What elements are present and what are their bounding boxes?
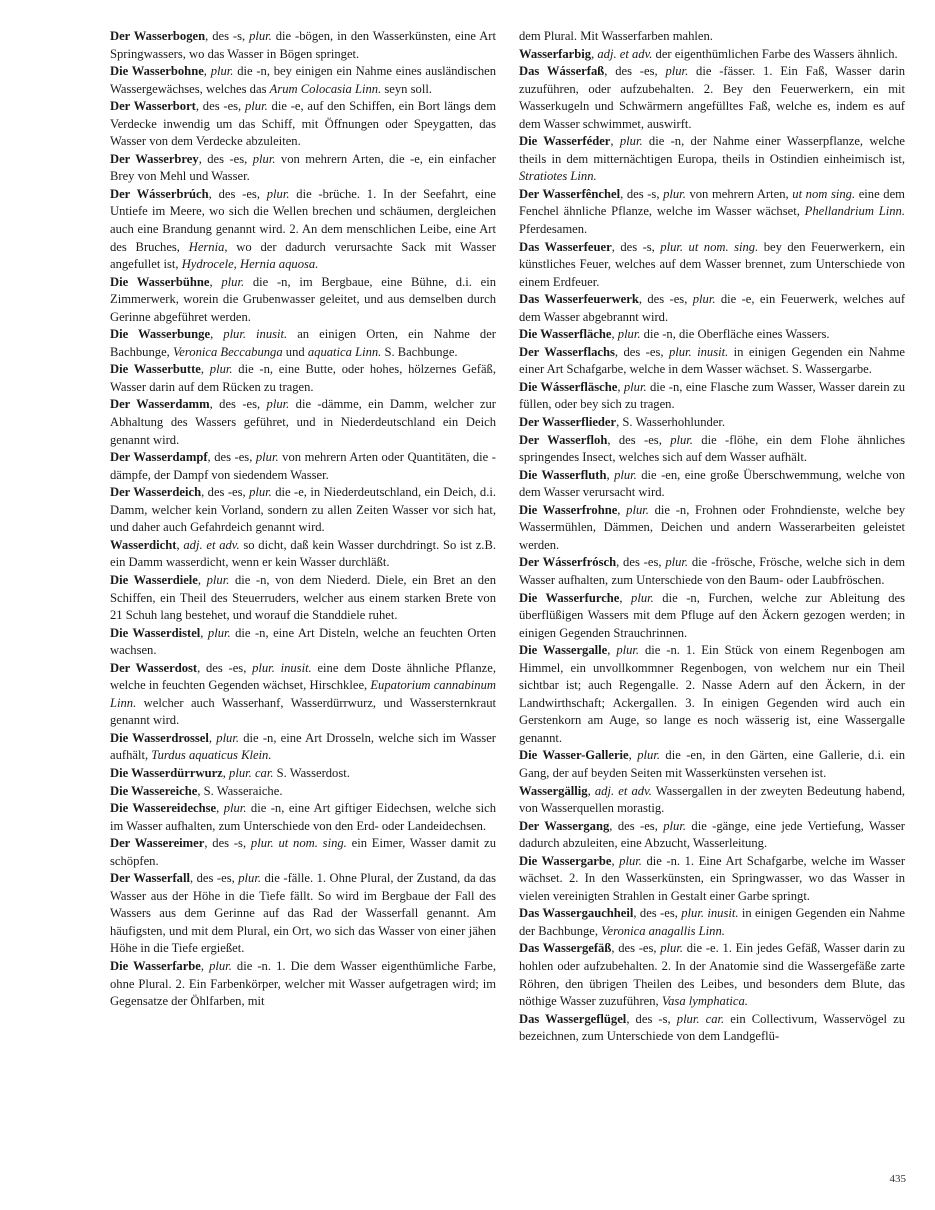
page-number: 435: [889, 1173, 906, 1185]
dictionary-entry: [110, 449, 496, 484]
italic-text: Hydrocele, Hernia aquosa.: [181, 257, 319, 272]
definition-text: an einigen Orten, ein Nahme der Bachbunge,: [110, 327, 496, 359]
definition-text: , des -es,: [611, 941, 661, 956]
dictionary-entry: [519, 554, 905, 589]
definition-text: , des -s,: [620, 186, 664, 201]
headword: Die Wasserdürrwurz: [110, 765, 223, 780]
dictionary-entry: [519, 818, 905, 853]
dictionary-entry: [519, 783, 905, 818]
definition-text: ,: [591, 46, 598, 61]
definition-text: die -bögen, in den Wasserkünsten, eine Art Springwassers, wo das Wasser in Bögen springet.: [110, 29, 496, 61]
definition-text: welcher auch Wasserhanf, Wasserdürrwurz, und Wassersternkraut genannt wird.: [110, 695, 496, 728]
definition-text: S. Bachbunge.: [381, 344, 458, 359]
definition-text: ,: [197, 572, 207, 587]
dictionary-entry: [110, 28, 496, 63]
definition-text: die -e. 1. Ein jedes Gefäß, Wasser darin zu hohlen oder aufzubehalten. 2. In der Anatomie sind die Wassergefäße zarte Röhren, den übrigen Theilen des Leibes, und besonders dem Blute, das nöthige Wasser zuzuführen,: [519, 941, 905, 1009]
definition-text: , S. Wasserhohlunder.: [616, 415, 726, 430]
definition-text: ,: [203, 64, 211, 79]
headword: Der Wasserflieder: [519, 415, 617, 430]
dictionary-entry: [519, 28, 905, 46]
headword: Der Wasserbrey: [110, 151, 199, 166]
headword: Wasserdicht: [110, 537, 177, 552]
definition-text: Pferdesamen.: [519, 222, 588, 237]
definition-text: ,: [216, 801, 224, 816]
definition-text: die -n, eine Flasche zum Wasser, Wasser darein zu füllen, oder bey sich zu tragen.: [519, 379, 905, 412]
definition-text: die -gänge, eine jede Vertiefung, Wasser dadurch abzuleiten, eine Abzucht, Wasserleitung.: [519, 818, 905, 851]
dictionary-entry: [519, 467, 905, 502]
definition-text: , des -s,: [205, 29, 250, 43]
headword: Der Wasserdampf: [110, 450, 208, 465]
dictionary-entry: [519, 940, 905, 1010]
headword: Die Wassereiche: [110, 783, 198, 798]
italic-text: plur.: [206, 572, 230, 587]
headword: Die Wasserdrossel: [110, 730, 209, 745]
dictionary-entry: [519, 326, 905, 344]
definition-text: die -n, eine Butte, oder hohes, hölzernes Gefäß, Wasser darin auf dem Rücken zu tragen.: [110, 362, 496, 394]
headword: Das Wasserfeuerwerk: [519, 292, 639, 307]
definition-text: eine dem Doste ähnliche Pflanze, welche in feuchten Gegenden wächset, Hirschklee,: [110, 660, 496, 693]
definition-text: , des -es,: [616, 555, 666, 570]
dictionary-entry: [519, 46, 905, 64]
dictionary-entry: [110, 151, 496, 186]
dictionary-entry: [110, 537, 496, 572]
dictionary-entry: [519, 590, 905, 643]
definition-text: , des -es,: [195, 99, 245, 114]
definition-text: ,: [200, 362, 210, 377]
italic-text: plur.: [223, 801, 247, 816]
dictionary-entry: [519, 186, 905, 239]
headword: Die Wassergalle: [519, 643, 608, 658]
italic-text: plur. ut nom. sing.: [250, 836, 347, 851]
italic-text: plur.: [626, 502, 649, 517]
definition-text: ein Eimer, Wasser damit zu schöpfen.: [110, 836, 496, 868]
italic-text: plur. inusit.: [223, 327, 288, 342]
italic-text: adj. et adv.: [597, 46, 653, 61]
right-column: [519, 28, 905, 1178]
italic-text: plur.: [216, 730, 240, 745]
definition-text: von mehrern Arten, die -e, ein einfacher Brey von Mehl und Wasser.: [110, 151, 496, 184]
italic-text: plur.: [619, 853, 642, 868]
headword: Die Wassereidechse: [110, 801, 217, 816]
headword: Das Wásserfaß: [519, 64, 605, 79]
italic-text: plur. ut nom. sing.: [660, 239, 759, 254]
definition-text: die -n, eine Art giftiger Eidechsen, welche sich im Wasser aufhalten, zum Unterschiede von den Erd- oder Landeidechsen.: [110, 801, 496, 833]
italic-text: plur.: [623, 379, 647, 394]
definition-text: , des -es,: [198, 151, 253, 166]
definition-text: die -n, der Nahme einer Wasserpflanze, welche theils in dem mitternächtigen Europa, theils in Ostindien einheimisch ist,: [519, 134, 905, 166]
definition-text: die -n, Furchen, welche zur Ableitung des überflüßigen Wassers mit dem Pfluge auf den Äckern gezogen werden; in einigen Gegenden Strauchrinnen.: [519, 590, 905, 640]
dictionary-entry: [519, 414, 905, 432]
italic-text: plur. inusit.: [668, 344, 729, 359]
dictionary-entry: [110, 98, 496, 151]
definition-text: , des -s,: [204, 836, 251, 851]
italic-text: Veronica anagallis Linn.: [601, 923, 725, 938]
dictionary-entry: [519, 379, 905, 414]
headword: Die Wasserbühne: [110, 274, 210, 289]
definition-text: ,: [209, 274, 222, 289]
headword: Der Wasserbogen: [110, 29, 206, 43]
definition-text: , des -es,: [633, 906, 682, 921]
italic-text: plur.: [252, 151, 276, 166]
definition-text: die -n. 1. Ein Stück von einem Regenbogen am Himmel, ein unvollkommner Regenbogen, von welchem nur ein Theil sichtbar ist; auch Regengalle. 2. Nasse Adern auf den Äckern, in der Landwirthschaft; Ackergallen. 3. In einigen Gegenden wird auch ein Gerstenkorn am Auge, so lange es noch wässerig ist, eine Wassergalle genannt.: [519, 643, 905, 745]
italic-text: plur. car.: [676, 1011, 725, 1026]
definition-text: , des -es,: [638, 292, 693, 307]
definition-text: Wassergallen in der zweyten Bedeutung habend, von Wasserquellen morastig.: [519, 783, 905, 816]
definition-text: ,: [606, 467, 615, 482]
dictionary-entry: [110, 186, 496, 274]
headword: Die Wásserfläsche: [519, 379, 618, 394]
dictionary-entry: [519, 239, 905, 292]
italic-text: Hernia,: [188, 239, 228, 254]
italic-text: plur.: [614, 467, 637, 482]
headword: Die Wasserfarbe: [110, 958, 201, 973]
dictionary-entry: [519, 133, 905, 186]
definition-text: die -fälle. 1. Ohne Plural, der Zustand, da das Wasser aus der Höhe in die Tiefe fällt. So wird im Bergbaue der Fall des Wassers aus dem Gerinne auf das Rad der Wasserfall genannt. Am häufigsten, und mit dem Plural, ein Ort, wo sich das Wasser von einer jähen Höhe in die Tiefe ergießet.: [110, 871, 496, 956]
definition-text: ,: [200, 958, 210, 973]
dictionary-entry: [110, 326, 496, 361]
headword: Der Wasserfall: [110, 871, 190, 886]
headword: Wassergällig: [519, 783, 588, 798]
headword: Der Wasserflachs: [519, 344, 615, 359]
headword: Der Wasserfloh: [519, 432, 608, 447]
dictionary-entry: [519, 432, 905, 467]
definition-text: die -n, im Bergbaue, eine Bühne, d.i. ein Zimmerwerk, worein die Grubenwasser geleitet, und aus demselben durch Gerinne abgeführet werden.: [110, 274, 496, 324]
definition-text: ein Collectivum, Wasservögel zu bezeichnen, zum Unterschiede von dem Landgeflü-: [519, 1011, 905, 1044]
definition-text: wo der dadurch verursachte Sack mit Wasser angefullet ist,: [110, 239, 496, 272]
headword: Das Wassergauchheil: [519, 906, 634, 921]
italic-text: plur.: [663, 818, 686, 833]
italic-text: plur.: [617, 327, 641, 342]
definition-text: , des -es,: [201, 485, 250, 500]
italic-text: plur.: [616, 643, 640, 658]
left-column: [110, 28, 496, 1178]
definition-text: , des -es,: [207, 450, 256, 465]
definition-text: und: [282, 344, 308, 359]
italic-text: plur. inusit.: [681, 906, 739, 921]
headword: Die Wasserdistel: [110, 625, 201, 640]
dictionary-entry: [110, 730, 496, 765]
headword: Die Wasserfrohne: [519, 502, 618, 517]
italic-text: plur.: [663, 186, 686, 201]
headword: Der Wasserdost: [110, 660, 198, 675]
definition-text: ,: [176, 537, 184, 552]
definition-text: die -flöhe, ein dem Flohe ähnliches springendes Insect, welches sich auf dem Wasser aufhält.: [519, 432, 905, 465]
dictionary-entry: [110, 484, 496, 537]
dictionary-entry: [110, 625, 496, 660]
dictionary-entry: [519, 905, 905, 940]
dictionary-entry: [110, 396, 496, 449]
definition-text: die -n. 1. Eine Art Schafgarbe, welche im Wasser wächset. 2. In den Wasserkünsten, ein Springwasser, wo das Wasser in vielen vereinigten Strahlen in Gestalt einer Garbe springt.: [519, 853, 905, 903]
dictionary-entry: [519, 642, 905, 747]
headword: Die Wasserdiele: [110, 572, 198, 587]
italic-text: plur. inusit.: [252, 660, 312, 675]
italic-text: plur.: [665, 555, 689, 570]
italic-text: plur.: [266, 397, 290, 412]
dictionary-entry: [519, 291, 905, 326]
dictionary-entry: [519, 1011, 905, 1046]
italic-text: Turdus aquaticus Klein.: [151, 748, 272, 763]
italic-text: plur.: [210, 64, 234, 79]
definition-text: ,: [208, 730, 217, 745]
definition-text: ,: [210, 327, 224, 342]
dictionary-entry: [110, 870, 496, 958]
italic-text: ut nom sing.: [792, 186, 856, 201]
definition-text: die -en, in den Gärten, eine Gallerie, d.i. ein Gang, der auf beyden Seiten mit Wasserkünsten versehen ist.: [519, 748, 905, 780]
definition-text: S. Wasserdost.: [273, 765, 350, 780]
italic-text: plur.: [692, 292, 716, 307]
definition-text: , des -es,: [189, 871, 239, 886]
definition-text: , des -es,: [609, 818, 664, 833]
headword: Die Wasserbohne: [110, 64, 204, 79]
italic-text: Phellandrium Linn.: [804, 204, 905, 219]
dictionary-entry: [110, 835, 496, 870]
dictionary-entry: [519, 502, 905, 555]
dictionary-entry: [519, 344, 905, 379]
headword: Der Wassereimer: [110, 836, 205, 851]
definition-text: die -n, eine Art Disteln, welche an feuchten Orten wachsen.: [110, 625, 496, 658]
dictionary-entry: [110, 783, 496, 801]
dictionary-entry: [110, 800, 496, 835]
definition-text: so dicht, daß kein Wasser durchdringt. So ist z.B. ein Damm wasserdicht, wenn er kein Wasser durchläßt.: [110, 537, 496, 570]
definition-text: ,: [222, 765, 230, 780]
dictionary-entry: [519, 853, 905, 906]
definition-text: ,: [619, 590, 632, 605]
italic-text: plur. car.: [229, 765, 274, 780]
definition-text: die -n, die Oberfläche eines Wassers.: [640, 327, 830, 342]
italic-text: plur.: [207, 625, 231, 640]
definition-text: ,: [617, 379, 624, 394]
italic-text: Eupatorium cannabinum Linn.: [110, 678, 496, 710]
definition-text: , des -es,: [197, 660, 253, 675]
italic-text: plur.: [249, 29, 272, 43]
definition-text: die -e, auf den Schiffen, ein Bort längs dem Verdecke inwendig um das Schiff, mit Öffnungen oder Speygatten, das Wasser von dem Verdecke abzuleiten.: [110, 99, 496, 149]
definition-text: die -n. 1. Die dem Wasser eigenthümliche Farbe, ohne Plural. 2. Ein Farbenkörper, welcher mit Wasser aufgetragen wird; im Gegensatze der Öhlfarben, mit: [110, 958, 496, 1009]
headword: Der Wassergang: [519, 818, 610, 833]
italic-text: plur.: [670, 432, 693, 447]
definition-text: die -en, eine große Überschwemmung, welche von dem Wasser verursacht wird.: [519, 467, 905, 500]
headword: Das Wassergeflügel: [519, 1011, 627, 1026]
headword: Der Wásserfrósch: [519, 555, 617, 570]
italic-text: plur.: [665, 64, 689, 79]
definition-text: eine dem Fenchel ähnliche Pflanze, welche im Wasser wächset,: [519, 186, 905, 219]
italic-text: Stratiotes Linn.: [519, 169, 597, 184]
italic-text: plur.: [209, 958, 232, 973]
italic-text: plur.: [238, 871, 261, 886]
italic-text: plur.: [660, 941, 683, 956]
italic-text: plur.: [637, 748, 660, 763]
headword: Die Wasserfurche: [519, 590, 620, 605]
definition-text: die -fässer. 1. Ein Faß, Wasser darin zuzuführen, oder aufzubehalten. 2. Bey den Feuerwerkern, ein mit Wasserkugeln und Schwärmern angefülltes Faß, welche es, indem es auf dem Wasser schwimmet, auswirft.: [519, 64, 905, 131]
definition-text: die -n, bey einigen ein Nahme eines ausländischen Wassergewächses, welches das: [110, 64, 496, 96]
headword: Der Wasserfênchel: [519, 186, 621, 201]
definition-text: die -n, von dem Niederd. Diele, ein Bret an den Schiffen, ein Theil des Steuerruders, welcher aus einem starken Brete von 21 Schuh lang bestehet, und worauf die Standdiele ruhet.: [110, 572, 496, 623]
italic-text: plur.: [221, 274, 245, 289]
italic-text: Vasa lymphatica.: [661, 994, 748, 1009]
italic-text: Veronica Beccabunga: [172, 344, 283, 359]
italic-text: plur.: [249, 485, 272, 500]
dictionary-entry: [519, 747, 905, 782]
definition-text: in einigen Gegenden ein Nahme der Bachbunge,: [519, 906, 905, 938]
definition-text: , des -es,: [614, 344, 669, 359]
headword: Wasserfarbig: [519, 46, 592, 61]
italic-text: plur.: [245, 99, 268, 114]
definition-text: die -e, in Niederdeutschland, ein Deich, d.i. Damm, welcher kein Vorland, sondern zu allen Zeiten Wasser vor sich hat, und daher auch Gefahrdeich genannt wird.: [110, 485, 496, 535]
headword: Die Wasserfluth: [519, 467, 607, 482]
headword: Das Wasserfeuer: [519, 239, 612, 254]
definition-text: ,: [611, 327, 618, 342]
italic-text: adj. et adv.: [183, 537, 240, 552]
definition-text: ,: [617, 502, 627, 517]
dictionary-entry: [110, 63, 496, 98]
definition-text: die -n, eine Art Drosseln, welche sich im Wasser aufhält,: [110, 730, 496, 763]
definition-text: ,: [610, 134, 620, 149]
headword: Der Wasserdeich: [110, 485, 202, 500]
headword: Das Wassergefäß: [519, 941, 612, 956]
italic-text: plur.: [631, 590, 654, 605]
dictionary-entry: [519, 63, 905, 133]
italic-text: plur.: [266, 186, 290, 201]
italic-text: plur.: [209, 362, 233, 377]
definition-text: von mehrern Arten,: [685, 186, 793, 201]
italic-text: Arum Colocasia Linn.: [269, 81, 382, 96]
definition-text: die -e, ein Feuerwerk, welches auf dem Wasser abgebrannt wird.: [519, 292, 905, 324]
headword: Der Wasserbort: [110, 99, 196, 114]
headword: Die Wassergarbe: [519, 853, 612, 868]
dictionary-entry: [110, 660, 496, 730]
dictionary-entry: [110, 958, 496, 1011]
definition-text: , des -es,: [607, 432, 671, 447]
definition-text: seyn soll.: [381, 81, 432, 96]
dictionary-entry: [110, 765, 496, 783]
definition-text: ,: [587, 783, 595, 798]
headword: Der Wásserbrúch: [110, 186, 209, 201]
definition-text: , des -s,: [611, 239, 661, 254]
dictionary-entry: [110, 361, 496, 396]
definition-text: die -brüche. 1. In der Seefahrt, eine Untiefe im Meere, wo sich die Wellen brechen und schäumen, dergleichen auch eine Brandung genannt wird. 2. An dem menschlichen Leibe, eine Art des Bruches,: [110, 186, 496, 254]
headword: Die Wasserféder: [519, 134, 611, 149]
definition-text: , des -es,: [604, 64, 666, 79]
italic-text: aquatica Linn.: [307, 344, 382, 359]
definition-text: die -n, Frohnen oder Frohndienste, welche bey Wassermühlen, Dämmen, Deichen und andern Wasserarbeiten geleistet werden.: [519, 502, 905, 552]
definition-text: ,: [628, 748, 638, 763]
definition-text: die -dämme, ein Damm, welcher zur Abhaltung des Wassers geführet, und in Niederdeutschland ein Deich genannt wird.: [110, 397, 496, 447]
definition-text: der eigenthümlichen Farbe des Wassers ähnlich.: [652, 46, 898, 61]
dictionary-entry: [110, 274, 496, 327]
definition-text: , S. Wasseraiche.: [197, 783, 283, 798]
definition-text: , des -s,: [626, 1011, 677, 1026]
definition-text: die -frösche, Frösche, welche sich in dem Wasser aufhalten, zum Unterschiede von den Baum- oder Laubfröschen.: [519, 555, 905, 587]
headword: Die Wasserfläche: [519, 327, 612, 342]
definition-text: , des -es,: [208, 186, 267, 201]
definition-text: in einigen Gegenden ein Nahme einer Art Schafgarbe, welche in dem Wasser wächset. S. Wassergarbe.: [519, 344, 905, 377]
italic-text: plur.: [619, 134, 643, 149]
dictionary-page: [110, 28, 905, 1178]
definition-text: , des -es,: [209, 397, 267, 412]
definition-text: bey den Feuerwerkern, ein künstliches Feuer, welches auf dem Wasser brennet, zum Unterschiede von einem Erdfeuer.: [519, 239, 905, 289]
definition-text: von mehrern Arten oder Quantitäten, die -dämpfe, der Dampf von siedendem Wasser.: [110, 450, 496, 482]
headword: Die Wasserbunge: [110, 327, 211, 342]
headword: Die Wasser-Gallerie: [519, 748, 629, 763]
definition-text: dem Plural. Mit Wasserfarben mahlen.: [519, 29, 713, 43]
definition-text: ,: [611, 853, 620, 868]
definition-text: ,: [200, 625, 208, 640]
dictionary-entry: [110, 572, 496, 625]
headword: Der Wasserdamm: [110, 397, 210, 412]
headword: Die Wasserbutte: [110, 362, 201, 377]
italic-text: adj. et adv.: [594, 783, 652, 798]
italic-text: plur.: [255, 450, 279, 465]
definition-text: ,: [607, 643, 617, 658]
